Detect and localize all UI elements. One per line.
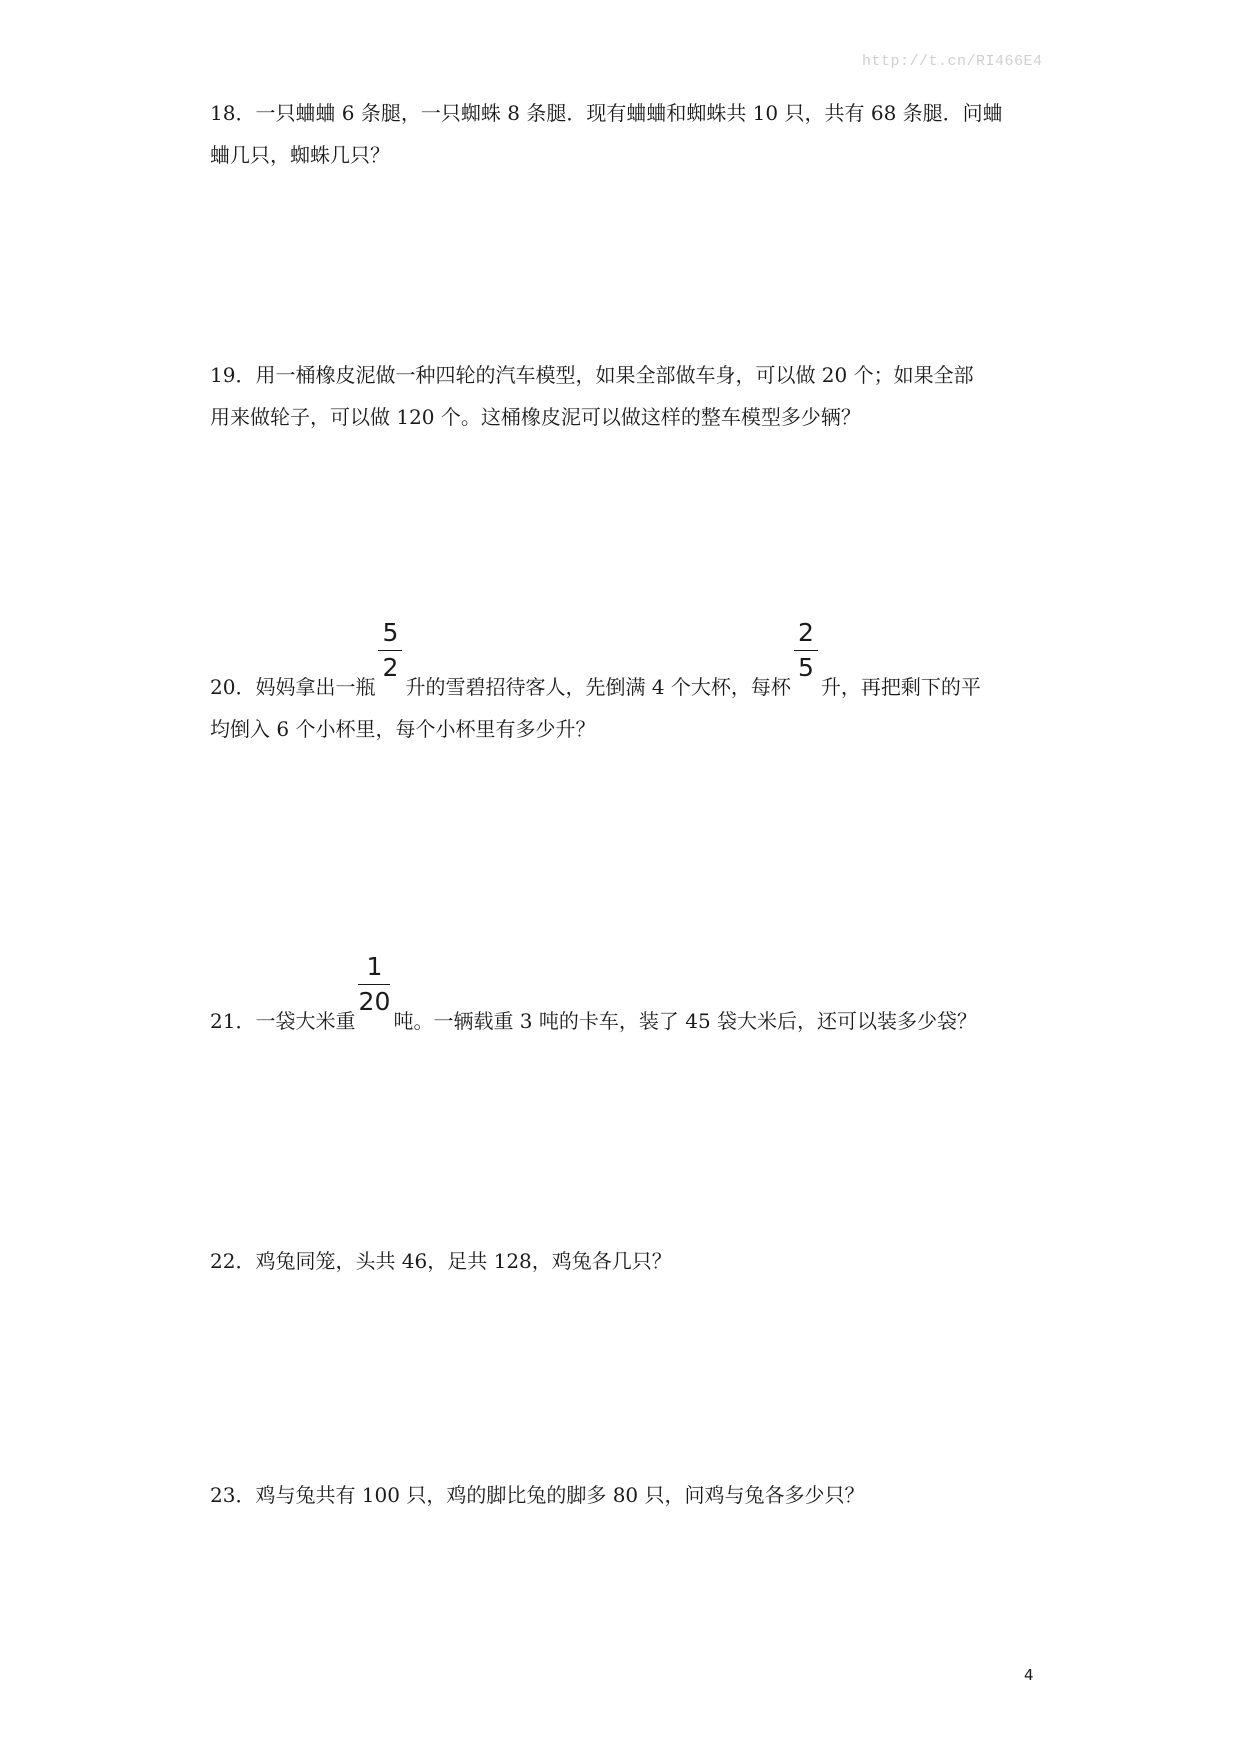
page-number: 4 xyxy=(1024,1666,1034,1684)
fraction-numerator: 5 xyxy=(382,618,399,647)
problem-20-line-1 xyxy=(210,618,1045,708)
problem-22 xyxy=(210,1240,1045,1282)
problem-19-line-1: 19．用一桶橡皮泥做一种四轮的汽车模型，如果全部做车身，可以做 20 个；如果全部 xyxy=(210,363,974,387)
problem-21-line-1 xyxy=(210,952,1045,1042)
problem-20-line-2: 均倒入 6 个小杯里，每个小杯里有多少升？ xyxy=(210,717,596,741)
problem-19-line-2: 用来做轮子，可以做 120 个。这桶橡皮泥可以做这样的整车模型多少辆？ xyxy=(210,405,861,429)
problem-22-text: 22．鸡兔同笼，头共 46，足共 128，鸡兔各几只？ xyxy=(210,1249,672,1273)
problem-21-text-b: 吨。一辆载重 3 吨的卡车，装了 45 袋大米后，还可以装多少袋？ xyxy=(393,1009,978,1033)
fraction-numerator: 1 xyxy=(366,952,383,981)
problem-23 xyxy=(210,1474,1045,1516)
fraction-denominator: 5 xyxy=(797,653,814,682)
problem-20-text-b: 升的雪碧招待客人，先倒满 4 个大杯，每杯 xyxy=(405,675,791,699)
problem-23-text: 23．鸡与兔共有 100 只，鸡的脚比兔的脚多 80 只，问鸡与兔各多少只？ xyxy=(210,1483,865,1507)
fraction-bar xyxy=(794,650,818,651)
fraction-numerator: 2 xyxy=(797,618,814,647)
watermark-url: http://t.cn/RI466E4 xyxy=(862,53,1043,70)
problem-20-text-a: 20．妈妈拿出一瓶 xyxy=(210,675,376,699)
problem-20-text-c: 升，再把剩下的平 xyxy=(820,675,981,699)
problem-21 xyxy=(210,952,1045,1042)
problem-20 xyxy=(210,618,1045,750)
fraction-two-fifths xyxy=(793,618,819,694)
fraction-denominator: 20 xyxy=(358,987,391,1016)
problem-19 xyxy=(210,354,1045,438)
problem-18 xyxy=(210,92,1045,176)
fraction-bar xyxy=(358,984,390,985)
problem-18-line-1: 18．一只蛐蛐 6 条腿，一只蜘蛛 8 条腿．现有蛐蛐和蜘蛛共 10 只，共有 68 条腿．问蛐 xyxy=(210,101,1003,125)
problem-21-text-a: 21．一袋大米重 xyxy=(210,1009,356,1033)
fraction-five-halves xyxy=(377,618,403,694)
fraction-bar xyxy=(378,650,402,651)
problem-18-line-2: 蛐几只，蜘蛛几只？ xyxy=(210,143,390,167)
fraction-one-twentieth xyxy=(357,952,391,1028)
fraction-denominator: 2 xyxy=(382,653,399,682)
